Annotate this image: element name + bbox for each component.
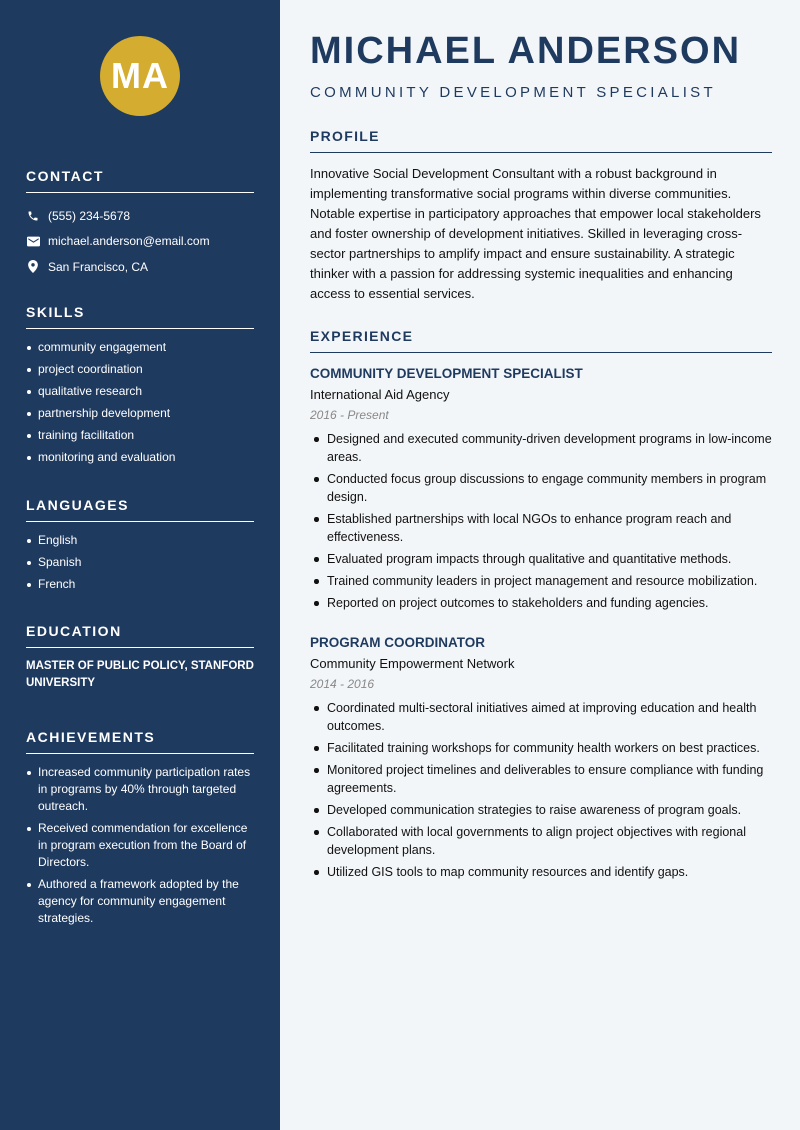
job-entry xyxy=(310,366,772,616)
job-title: PROGRAM COORDINATOR xyxy=(310,635,485,650)
job-bullet: Reported on project outcomes to stakeholders and funding agencies. xyxy=(310,594,772,612)
achievements-list xyxy=(26,764,254,927)
job-bullet: Trained community leaders in project management and resource mobilization. xyxy=(310,572,772,590)
sidebar xyxy=(0,0,280,1130)
job-dates: 2016 - Present xyxy=(310,408,389,422)
job-bullet: Monitored project timelines and deliverables to ensure compliance with funding agreements. xyxy=(310,761,772,797)
achievements-heading: ACHIEVEMENTS xyxy=(26,729,254,754)
skills-list xyxy=(26,339,254,466)
location-text: San Francisco, CA xyxy=(48,259,149,274)
education-degree: MASTER OF PUBLIC POLICY, STANFORD UNIVERSITY xyxy=(26,660,254,689)
avatar: MA xyxy=(100,36,180,116)
profile-text: Innovative Social Development Consultant with a robust background in implementing transformative social programs within diverse communities. Notable expertise in participatory approaches that empower local stakeholders and foster ownership of development initiatives. Skilled in leveraging cross-sector partnerships to amplify impact and ensure sustainability. A strategic thinker with a passion for addressing systemic inequalities and enhancing access to essential services. xyxy=(310,166,761,301)
languages-list xyxy=(26,532,254,593)
job-entry xyxy=(310,635,772,885)
achievement-item: Authored a framework adopted by the agency for community engagement strategies. xyxy=(26,876,254,927)
job-bullet: Established partnerships with local NGOs to enhance program reach and effectiveness. xyxy=(310,510,772,546)
job-company: International Aid Agency xyxy=(310,387,450,402)
job-title: COMMUNITY DEVELOPMENT SPECIALIST xyxy=(310,366,583,381)
job-bullet: Utilized GIS tools to map community resources and identify gaps. xyxy=(310,863,772,881)
language-item: French xyxy=(26,576,254,593)
skill-item: project coordination xyxy=(26,361,254,378)
skills-heading: SKILLS xyxy=(26,304,254,329)
job-bullet: Developed communication strategies to raise awareness of program goals. xyxy=(310,801,772,819)
contact-heading: CONTACT xyxy=(26,168,254,193)
skill-item: partnership development xyxy=(26,405,254,422)
skill-item: training facilitation xyxy=(26,427,254,444)
phone-text: (555) 234-5678 xyxy=(48,208,131,223)
mail-icon xyxy=(26,234,40,248)
job-bullets xyxy=(310,430,772,612)
job-bullet: Evaluated program impacts through qualitative and quantitative methods. xyxy=(310,550,772,568)
job-bullet: Facilitated training workshops for community health workers on best practices. xyxy=(310,739,772,757)
job-bullets xyxy=(310,699,772,881)
experience-heading: EXPERIENCE xyxy=(310,328,772,353)
email-text: michael.anderson@email.com xyxy=(48,234,210,249)
person-title: COMMUNITY DEVELOPMENT SPECIALIST xyxy=(310,84,716,101)
contact-section xyxy=(26,168,254,280)
job-bullet: Designed and executed community-driven development programs in low-income areas. xyxy=(310,430,772,466)
job-bullet: Collaborated with local governments to align project objectives with regional development plans. xyxy=(310,823,772,859)
achievements-section xyxy=(26,729,254,932)
person-name: MICHAEL ANDERSON xyxy=(310,30,742,72)
phone-icon xyxy=(26,209,40,223)
contact-email xyxy=(26,229,254,255)
job-dates: 2014 - 2016 xyxy=(310,677,375,691)
contact-phone xyxy=(26,203,254,229)
location-pin-icon xyxy=(26,260,40,274)
job-bullet: Coordinated multi-sectoral initiatives aimed at improving education and health outcomes. xyxy=(310,699,772,735)
languages-heading: LANGUAGES xyxy=(26,497,254,522)
languages-section xyxy=(26,497,254,598)
skills-section xyxy=(26,304,254,471)
contact-location xyxy=(26,254,254,280)
achievement-item: Increased community participation rates in programs by 40% through targeted outreach. xyxy=(26,764,254,815)
job-company: Community Empowerment Network xyxy=(310,656,515,671)
education-heading: EDUCATION xyxy=(26,623,254,648)
skill-item: community engagement xyxy=(26,339,254,356)
achievement-item: Received commendation for excellence in program execution from the Board of Directors. xyxy=(26,820,254,871)
language-item: English xyxy=(26,532,254,549)
skill-item: qualitative research xyxy=(26,383,254,400)
job-bullet: Conducted focus group discussions to engage community members in program design. xyxy=(310,470,772,506)
education-section xyxy=(26,623,254,692)
profile-heading: PROFILE xyxy=(310,128,772,153)
language-item: Spanish xyxy=(26,554,254,571)
skill-item: monitoring and evaluation xyxy=(26,449,254,466)
